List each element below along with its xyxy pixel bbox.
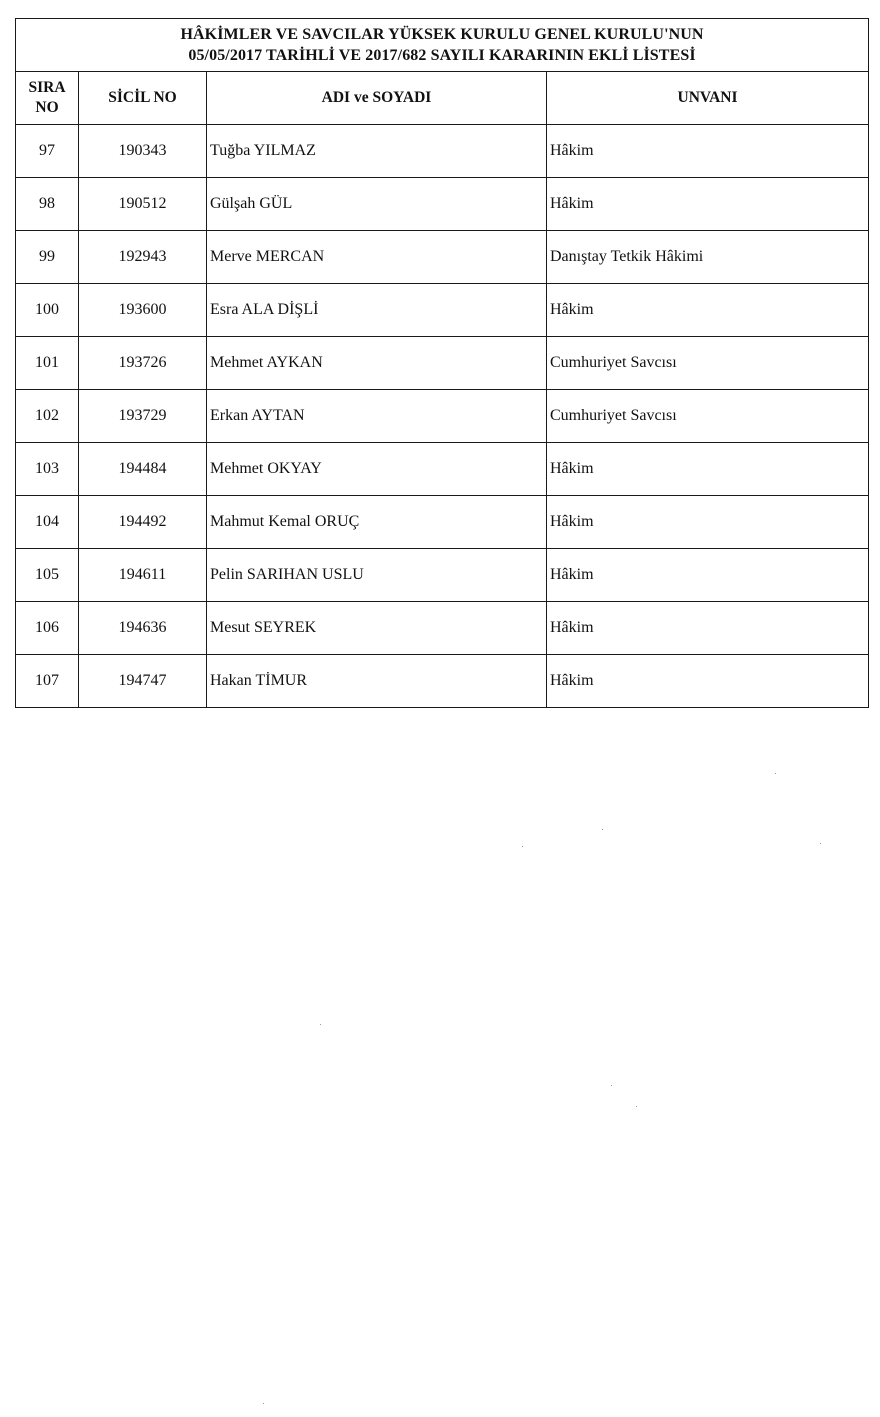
table-row <box>16 390 869 443</box>
scan-speck <box>522 846 523 847</box>
cell-sira-no: 98 <box>16 178 79 231</box>
cell-sira-no: 97 <box>16 125 79 178</box>
cell-sicil-no: 190343 <box>79 125 207 178</box>
cell-sira-no: 105 <box>16 549 79 602</box>
cell-unvani: Hâkim <box>547 125 869 178</box>
cell-adi-soyadi: Esra ALA DİŞLİ <box>207 284 547 337</box>
table-row <box>16 284 869 337</box>
scan-speck <box>820 843 821 844</box>
cell-sicil-no: 194484 <box>79 443 207 496</box>
table-row <box>16 655 869 708</box>
cell-sicil-no: 194747 <box>79 655 207 708</box>
scan-speck <box>636 1106 637 1107</box>
cell-sicil-no: 193729 <box>79 390 207 443</box>
scan-speck <box>263 1403 264 1404</box>
cell-unvani: Hâkim <box>547 284 869 337</box>
title-row <box>16 19 869 72</box>
cell-sicil-no: 194636 <box>79 602 207 655</box>
header-unvani: UNVANI <box>547 72 869 125</box>
cell-sira-no: 100 <box>16 284 79 337</box>
cell-sira-no: 101 <box>16 337 79 390</box>
document-title-line-1: HÂKİMLER VE SAVCILAR YÜKSEK KURULU GENEL KURULU'NUN <box>180 26 704 43</box>
table-row <box>16 496 869 549</box>
cell-adi-soyadi: Tuğba YILMAZ <box>207 125 547 178</box>
cell-unvani: Hâkim <box>547 178 869 231</box>
cell-adi-soyadi: Hakan TİMUR <box>207 655 547 708</box>
cell-adi-soyadi: Gülşah GÜL <box>207 178 547 231</box>
cell-adi-soyadi: Mehmet OKYAY <box>207 443 547 496</box>
cell-adi-soyadi: Mahmut Kemal ORUÇ <box>207 496 547 549</box>
cell-sicil-no: 193726 <box>79 337 207 390</box>
cell-unvani: Hâkim <box>547 443 869 496</box>
table-body <box>16 125 869 708</box>
cell-sira-no: 103 <box>16 443 79 496</box>
header-sira-line-2: NO <box>35 99 59 116</box>
scan-speck <box>611 1085 612 1086</box>
table-row <box>16 125 869 178</box>
scan-speck <box>602 829 603 830</box>
cell-unvani: Danıştay Tetkik Hâkimi <box>547 231 869 284</box>
table-row <box>16 337 869 390</box>
cell-sira-no: 99 <box>16 231 79 284</box>
cell-unvani: Hâkim <box>547 549 869 602</box>
header-adi-soyadi: ADI ve SOYADI <box>207 72 547 125</box>
cell-unvani: Hâkim <box>547 655 869 708</box>
personnel-list-table <box>15 18 869 708</box>
header-sira-no <box>16 72 79 125</box>
cell-sicil-no: 193600 <box>79 284 207 337</box>
document-title <box>16 19 869 72</box>
cell-sira-no: 102 <box>16 390 79 443</box>
scan-speck <box>320 1024 321 1025</box>
cell-adi-soyadi: Pelin SARIHAN USLU <box>207 549 547 602</box>
cell-unvani: Cumhuriyet Savcısı <box>547 390 869 443</box>
cell-sicil-no: 192943 <box>79 231 207 284</box>
table-row <box>16 231 869 284</box>
table-row <box>16 602 869 655</box>
cell-sira-no: 104 <box>16 496 79 549</box>
header-row <box>16 72 869 125</box>
cell-sira-no: 107 <box>16 655 79 708</box>
cell-adi-soyadi: Merve MERCAN <box>207 231 547 284</box>
cell-unvani: Hâkim <box>547 602 869 655</box>
cell-sicil-no: 194492 <box>79 496 207 549</box>
cell-adi-soyadi: Mesut SEYREK <box>207 602 547 655</box>
header-sira-line-1: SIRA <box>28 79 66 96</box>
cell-sicil-no: 190512 <box>79 178 207 231</box>
table-row <box>16 178 869 231</box>
cell-adi-soyadi: Erkan AYTAN <box>207 390 547 443</box>
cell-sira-no: 106 <box>16 602 79 655</box>
document-title-line-2: 05/05/2017 TARİHLİ VE 2017/682 SAYILI KARARININ EKLİ LİSTESİ <box>188 47 696 64</box>
table-row <box>16 549 869 602</box>
cell-adi-soyadi: Mehmet AYKAN <box>207 337 547 390</box>
scan-speck <box>775 773 776 774</box>
cell-unvani: Hâkim <box>547 496 869 549</box>
cell-unvani: Cumhuriyet Savcısı <box>547 337 869 390</box>
header-sicil-no: SİCİL NO <box>79 72 207 125</box>
cell-sicil-no: 194611 <box>79 549 207 602</box>
table-row <box>16 443 869 496</box>
